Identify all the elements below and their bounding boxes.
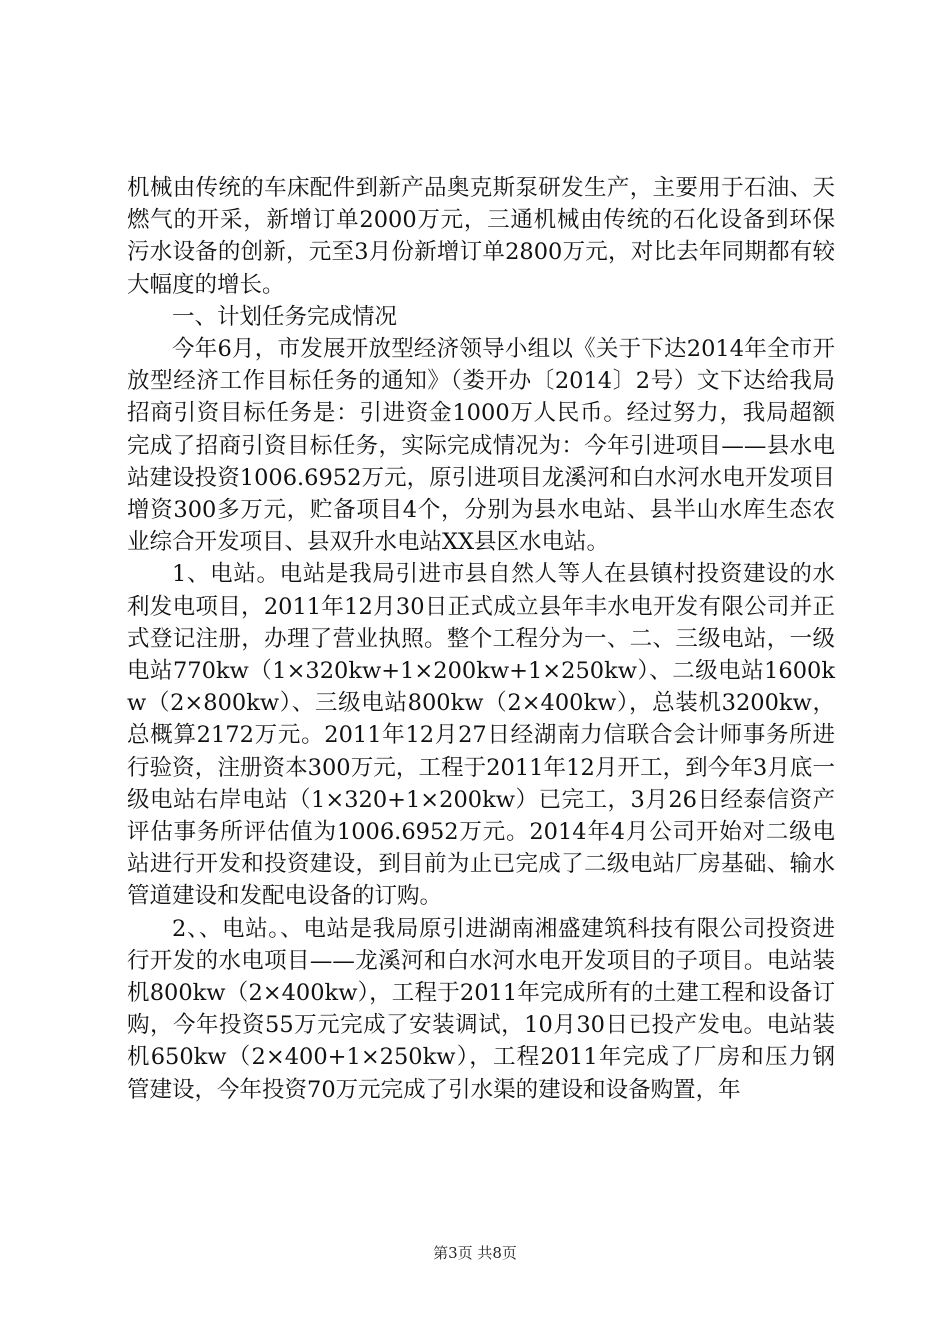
paragraph: 今年6月，市发展开放型经济领导小组以《关于下达2014年全市开放型经济工作目标任务的通知》（娄开办〔2014〕2号）文下达给我局招商引资目标任务是：引进资金1000万人民币。经过努力，我局超额完成了招商引资目标任务，实际完成情况为：今年引进项目——县水电站建设投资1006.6952万元，原引进项目龙溪河和白水河水电开发项目增资300多万元，贮备项目4个，分别为县水电站、县半山水库生态农业综合开发项目、县双升水电站XX县区水电站。	[127, 336, 835, 556]
paragraph: 2、、电站。、电站是我局原引进湖南湘盛建筑科技有限公司投资进行开发的水电项目——龙溪河和白水河水电开发项目的子项目。电站装机800kw（2×400kw），工程于2011年完成所有的土建工程和设备订购，今年投资55万元完成了安装调试，10月30日已投产发电。电站装机650kw（2×400+1×250kw），工程2011年完成了厂房和压力钢管建设，今年投资70万元完成了引水渠的建设和设备购置，年	[127, 915, 835, 1103]
paragraph: 机械由传统的车床配件到新产品奥克斯泵研发生产，主要用于石油、天燃气的开采，新增订单2000万元，三通机械由传统的石化设备到环保污水设备的创新，元至3月份新增订单2800万元，对比去年同期都有较大幅度的增长。	[127, 175, 835, 298]
page-footer	[0, 1242, 950, 1263]
section-heading: 一、计划任务完成情况	[172, 303, 398, 330]
paragraph: 1、电站。电站是我局引进市县自然人等人在县镇村投资建设的水利发电项目，2011年12月30日正式成立县年丰水电开发有限公司并正式登记注册，办理了营业执照。整个工程分为一、二、三级电站，一级电站770kw（1×320kw+1×200kw+1×250kw）、二级电站1600kw（2×800kw）、三级电站800kw（2×400kw），总装机3200kw，总概算2172万元。2011年12月27日经湖南力信联合会计师事务所进行验资，注册资本300万元，工程于2011年12月开工，到今年3月底一级电站右岸电站（1×320+1×200kw）已完工，3月26日经泰信资产评估事务所评估值为1006.6952万元。2014年4月公司开始对二级电站进行开发和投资建设，到目前为止已完成了二级电站厂房基础、输水管道建设和发配电设备的订购。	[127, 561, 835, 910]
page-number: 第3页 共8页	[433, 1244, 517, 1262]
document-body	[127, 172, 835, 1106]
